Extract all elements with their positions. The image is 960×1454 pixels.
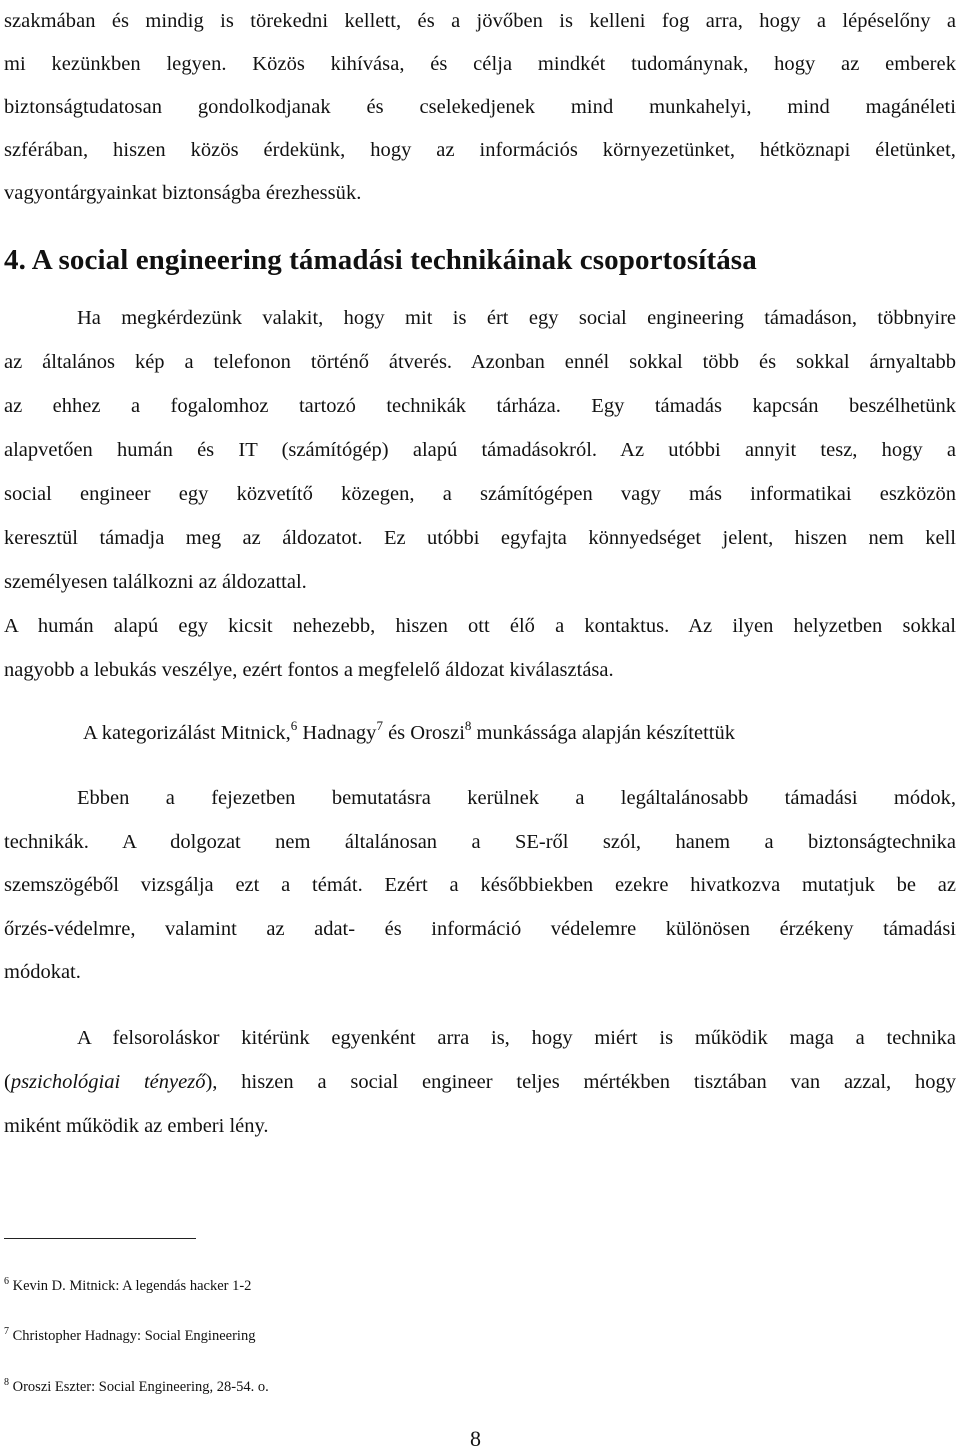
intro-line: biztonságtudatosan gondolkodjanak és cselekedjenek mind munkahelyi, mind magánéleti <box>4 96 956 118</box>
paragraph-line: szemszögéből vizsgálja ezt a témát. Ezért a későbbiekben ezekre hivatkozva mutatjuk be az <box>4 874 956 896</box>
categorization-text: Hadnagy <box>297 722 377 744</box>
attack-types-paragraph <box>4 296 956 604</box>
enumeration-paragraph <box>4 1016 956 1148</box>
footnote-number: 8 <box>4 1377 9 1388</box>
paragraph-line: személyesen találkozni az áldozattal. <box>4 571 307 593</box>
psychological-factor-term: pszichológiai tényező <box>10 1071 206 1093</box>
footnote-6 <box>4 1276 251 1296</box>
footnote-number: 6 <box>4 1276 9 1287</box>
footnote-text: Oroszi Eszter: Social Engineering, 28-54. o. <box>9 1379 269 1395</box>
paragraph-line: alapvetően humán és IT (számítógép) alapú támadásokról. Az utóbbi annyit tesz, hogy a <box>4 439 956 461</box>
footnote-ref-6[interactable]: 6 <box>290 718 298 733</box>
human-based-paragraph <box>4 604 956 692</box>
paragraph-line: nagyobb a lebukás veszélye, ezért fontos a megfelelő áldozat kiválasztása. <box>4 659 614 681</box>
paragraph-line: az ehhez a fogalomhoz tartozó technikák tárháza. Egy támadás kapcsán beszélhetünk <box>4 395 956 417</box>
page-number: 8 <box>470 1426 481 1451</box>
footnote-text: Christopher Hadnagy: Social Engineering <box>9 1328 256 1344</box>
footnote-number: 7 <box>4 1326 9 1337</box>
categorization-text: és Oroszi <box>382 722 465 744</box>
paragraph-line: A felsoroláskor kitérünk egyenként arra is, hogy miért is működik maga a technika <box>77 1027 956 1049</box>
chapter-overview-paragraph <box>4 777 956 995</box>
paragraph-line: technikák. A dolgozat nem általánosan a SE-ről szól, hanem a biztonságtechnika <box>4 830 956 853</box>
footnote-separator <box>4 1238 196 1239</box>
intro-line: mi kezünkben legyen. Közös kihívása, és célja mindkét tudománynak, hogy az emberek <box>4 53 956 75</box>
intro-line: szakmában és mindig is törekedni kellett, és a jövőben is kelleni fog arra, hogy a lépéselőny a <box>4 10 956 32</box>
footnote-ref-8[interactable]: 8 <box>464 718 472 733</box>
paragraph-line: keresztül támadja meg az áldozatot. Ez utóbbi egyfajta könnyedséget jelent, hiszen nem kell <box>4 527 956 549</box>
intro-line: szférában, hiszen közös érdekünk, hogy az információs környezetünket, hétköznapi életünket, <box>4 139 956 161</box>
paragraph-line: Ebben a fejezetben bemutatásra kerülnek a legáltalánosabb támadási módok, <box>77 787 956 809</box>
paragraph-line: módokat. <box>4 961 81 983</box>
footnote-text: Kevin D. Mitnick: A legendás hacker 1-2 <box>9 1278 252 1294</box>
footnote-ref-7[interactable]: 7 <box>376 718 383 733</box>
paragraph-line: miként működik az emberi lény. <box>4 1115 269 1137</box>
paragraph-line: social engineer egy közvetítő közegen, a számítógépen vagy más informatikai eszközön <box>4 483 956 505</box>
categorization-text: A kategorizálást Mitnick, <box>83 722 291 744</box>
paragraph-line: az általános kép a telefonon történő átverés. Azonban ennél sokkal több és sokkal árnyaltabb <box>4 351 956 373</box>
paragraph-text: ), hiszen a social engineer teljes mértékben tisztában van azzal, hogy <box>205 1071 956 1093</box>
footnote-7 <box>4 1326 255 1346</box>
paragraph-line <box>4 1060 956 1104</box>
paragraph-line: Ha megkérdezünk valakit, hogy mit is ért egy social engineering támadáson, többnyire <box>77 307 956 329</box>
intro-line: vagyontárgyainkat biztonságba érezhessük. <box>4 182 362 204</box>
paragraph-line: őrzés-védelmre, valamint az adat- és információ védelemre különösen érzékeny támadási <box>4 917 956 940</box>
footnote-8 <box>4 1377 269 1397</box>
intro-paragraph <box>4 0 956 215</box>
paren-open: ( <box>4 1071 11 1093</box>
paragraph-line: A humán alapú egy kicsit nehezebb, hiszen ott élő a kontaktus. Az ilyen helyzetben sokkal <box>4 615 956 637</box>
section-heading: 4. A social engineering támadási technikáinak csoportosítása <box>4 244 757 276</box>
categorization-text: munkássága alapján készítettük <box>471 722 735 744</box>
categorization-note <box>83 711 735 755</box>
